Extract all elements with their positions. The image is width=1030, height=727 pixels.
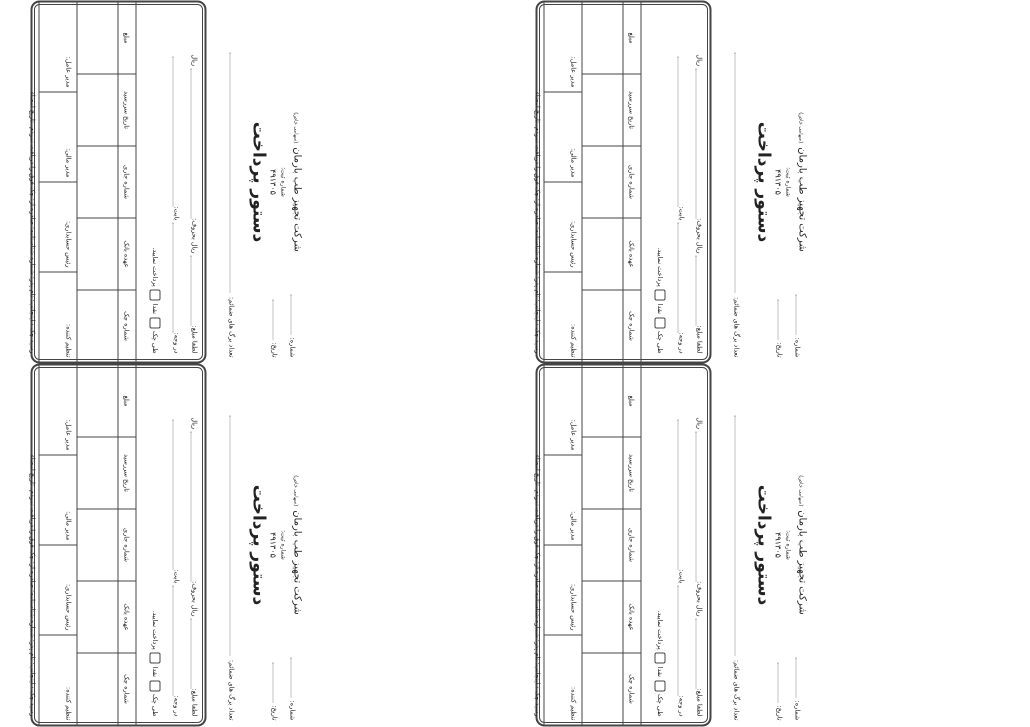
company-name: شرکت تجهیز طب بارمان(سهامی خاص) — [796, 475, 808, 615]
registration-number: ۴۹۱۳۰۵ — [268, 169, 278, 195]
cheque-table: شماره چک عهده بانک شماره جاری تاریخ سررسید مبلغ — [77, 366, 137, 725]
company-name: شرکت تجهیز طب بارمان(سهامی خاص) — [291, 475, 303, 615]
signature-cell: مدیر عامل: — [64, 56, 73, 88]
signature-row: تنظیم کننده: رئیس حسابداری: مدیر مالی: مدیر عامل: — [39, 366, 77, 725]
receipt-section: رسید چک · اینجانب: نام پدر: شماره شناسنامه: صادره از: چک فوق را دریافت نمودم. تاریخ امضاء — [28, 91, 37, 354]
company-name: شرکت تجهیز طب بارمان(سهامی خاص) — [291, 112, 303, 252]
attachments-line: تعداد برگ های ضمائم: — [228, 7, 236, 358]
form-body: لطفا مبلغ: ریال بحروف: ریال در وجه: بابت: طی چکنقداپرداخت نمایید. شماره چک عهده بانک شماره جاری تاریخ سررسید مبلغ تنظیم کننده: رئیس حسابداری: مدیر مالی: مدیر عامل: رسید چک · اینجانب: نام پدر: شماره شناسنامه: صادره از: چک فوق را دریافت نمودم. تاریخ امضاء — [536, 1, 712, 364]
cash-checkbox[interactable] — [655, 290, 666, 301]
form-title: دستور پرداخت — [248, 121, 269, 243]
registration-label: شماره ثبت: — [279, 167, 287, 197]
table-header: شماره چک — [118, 291, 136, 362]
cheque-checkbox[interactable] — [150, 317, 161, 328]
signature-row — [39, 3, 77, 362]
signature-row: تنظیم کننده: رئیس حسابداری: مدیر مالی: مدیر عامل: — [544, 3, 582, 362]
cheque-checkbox[interactable] — [655, 680, 666, 691]
cash-checkbox[interactable] — [655, 653, 666, 664]
form-title: دستور پرداخت — [753, 121, 774, 243]
table-header: شماره جاری — [118, 147, 136, 218]
signature-cell: تنظیم کننده: — [40, 272, 77, 362]
cheque-table: شماره چک عهده بانک شماره جاری تاریخ سررسید مبلغ — [582, 366, 642, 725]
company-name: شرکت تجهیز طب بارمان(سهامی خاص) — [796, 112, 808, 252]
payment-method-line: طی چکنقداپرداخت نمایید. — [151, 247, 159, 354]
table-header: عهده بانک — [118, 219, 136, 290]
signature-cell: رئیس حسابداری: — [40, 182, 77, 272]
cheque-checkbox[interactable] — [655, 317, 666, 328]
cash-checkbox[interactable] — [150, 653, 161, 664]
payment-order-form: شماره: تاریخ: شرکت تجهیز طب بارمان(سهامی خاص) شماره ثبت: ۴۹۱۳۰۵ دستور پرداخت تعداد برگ های ضمائم: لطفا مبلغ: ریال بحروف: ریال در وجه: بابت: طی چکنقداپرداخت نمایید. شماره چک عهده بانک شماره جاری تاریخ سررسید مبلغ تنظیم کننده: رئیس حسابداری: مدیر مالی: مدیر عامل: رسید چک · اینجانب: نام پدر: شماره شناسنامه: صادره از: چک فوق را دریافت نمودم. تاریخ امضاء — [536, 364, 816, 727]
form-body: لطفا مبلغ: ریال بحروف: ریال در وجه: بابت: طی چکنقداپرداخت نمایید. شماره چک عهده بانک شماره جاری تاریخ سررسید مبلغ تنظیم کننده: رئیس حسابداری: مدیر مالی: مدیر عامل: رسید چک · اینجانب: نام پدر: شماره شناسنامه: صادره از: چک فوق را دریافت نمودم. تاریخ امضاء — [31, 364, 207, 727]
cheque-checkbox[interactable] — [150, 680, 161, 691]
signature-row: تنظیم کننده: رئیس حسابداری: مدیر مالی: مدیر عامل: — [544, 366, 582, 725]
payment-order-form: شماره: تاریخ: شرکت تجهیز طب بارمان(سهامی خاص) شماره ثبت: ۴۹۱۳۰۵ دستور پرداخت تعداد برگ های ضمائم: لطفا مبلغ: ریال بحروف: ریال در وجه: بابت: طی چکنقداپرداخت نمایید. شماره چک عهده بانک شماره جاری تاریخ سررسید مبلغ تنظیم کننده: رئیس حسابداری: مدیر مالی: مدیر عامل: رسید چک · اینجانب: نام پدر: شماره شناسنامه: صادره از: چک فوق را دریافت نمودم. تاریخ امضاء — [31, 364, 311, 727]
form-header — [221, 1, 311, 364]
table-header: تاریخ سررسید — [118, 75, 136, 146]
form-body — [28, 1, 207, 364]
form-title: دستور پرداخت — [248, 484, 269, 606]
number-line: شماره: — [289, 295, 297, 358]
payee-line: در وجه: بابت: — [173, 11, 181, 354]
cheque-table: شماره چک عهده بانک شماره جاری تاریخ سررسید مبلغ — [582, 3, 642, 362]
form-body: لطفا مبلغ: ریال بحروف: ریال در وجه: بابت: طی چکنقداپرداخت نمایید. شماره چک عهده بانک شماره جاری تاریخ سررسید مبلغ تنظیم کننده: رئیس حسابداری: مدیر مالی: مدیر عامل: رسید چک · اینجانب: نام پدر: شماره شناسنامه: صادره از: چک فوق را دریافت نمودم. تاریخ امضاء — [536, 364, 712, 727]
form-title: دستور پرداخت — [753, 484, 774, 606]
signature-cell: مدیر مالی: — [40, 92, 77, 182]
cheque-table — [77, 3, 137, 362]
cash-checkbox[interactable] — [150, 290, 161, 301]
amount-line: لطفا مبلغ: ریال بحروف: ریال — [190, 54, 199, 354]
date-line: تاریخ: — [271, 299, 279, 357]
table-header: مبلغ — [118, 3, 136, 74]
payment-order-form: شماره: تاریخ: شرکت تجهیز طب بارمان(سهامی خاص) شماره ثبت: ۴۹۱۳۰۵ دستور پرداخت تعداد برگ های ضمائم: لطفا مبلغ: ریال بحروف: ریال در وجه: بابت: طی چکنقداپرداخت نمایید. شماره چک عهده بانک شماره جاری تاریخ سررسید مبلغ تنظیم کننده: رئیس حسابداری: مدیر مالی: مدیر عامل: رسید چک · اینجانب: نام پدر: شماره شناسنامه: صادره از: چک فوق را دریافت نمودم. تاریخ امضاء — [536, 1, 816, 364]
payment-order-form — [28, 1, 311, 364]
